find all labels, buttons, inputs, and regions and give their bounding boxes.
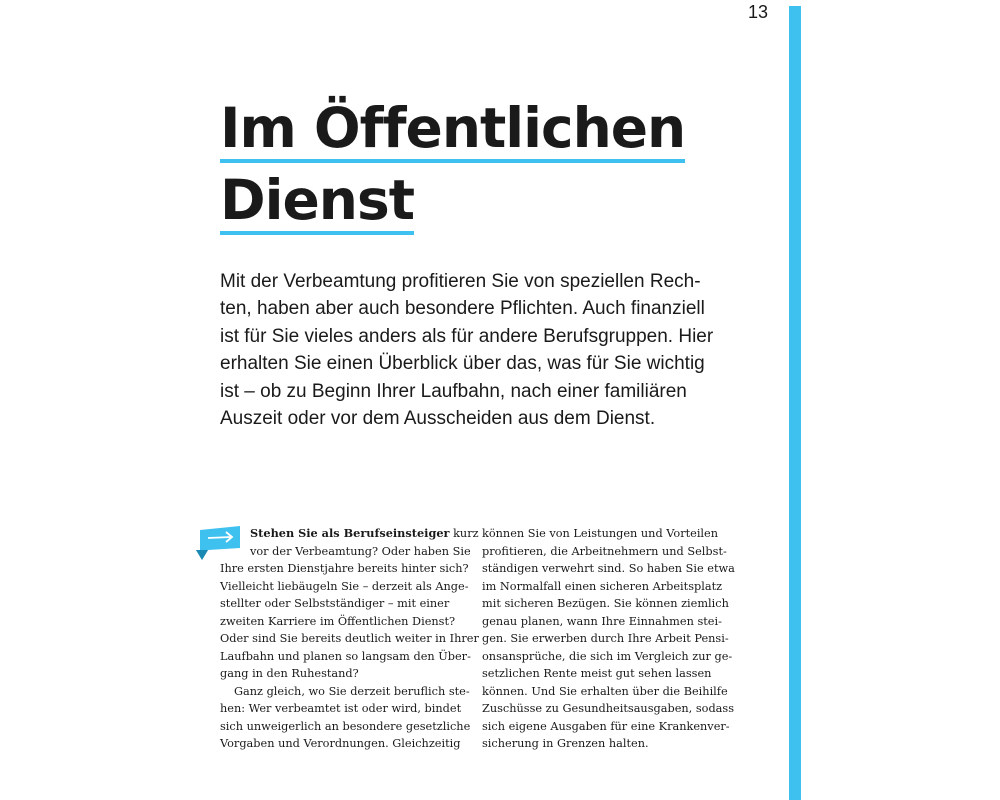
intro-line: erhalten Sie einen Überblick über das, was für Sie wichtig [220, 353, 705, 375]
body-line: stellter oder Selbstständiger – mit einer [220, 597, 450, 610]
body-line: mit sicheren Bezügen. Sie können ziemlich [482, 597, 729, 610]
intro-line: Auszeit oder vor dem Ausscheiden aus dem Dienst. [220, 408, 656, 430]
lead-line [220, 525, 479, 543]
body-line: im Normalfall einen sicheren Arbeitsplatz [482, 579, 723, 593]
intro-paragraph [220, 268, 730, 432]
body-line: Vorgaben und Verordnungen. Gleichzeitig [220, 737, 461, 750]
body-column-right [482, 525, 735, 753]
lead-bold: Stehen Sie als Berufseinsteiger [250, 526, 450, 540]
page-number: 13 [748, 2, 769, 22]
intro-line: ten, haben aber auch besondere Pflichten. Auch finanziell [220, 298, 705, 320]
body-line: Zuschüsse zu Gesundheitsausgaben, sodass [482, 702, 735, 715]
body-line: setzlichen Rente meist gut sehen lassen [482, 667, 712, 680]
body-line: vor der Verbeamtung? Oder haben Sie [250, 544, 471, 558]
intro-line: ist für Sie vieles anders als für andere Berufsgruppen. Hier [220, 325, 714, 347]
body-column-left [220, 525, 479, 753]
body-line: können Sie von Leistungen und Vorteilen [482, 527, 719, 540]
accent-bar [789, 6, 801, 800]
body-line: können. Und Sie erhalten über die Beihilfe [482, 684, 728, 698]
body-line: ständigen verwehrt sind. So haben Sie etwa [482, 562, 735, 575]
intro-line: ist – ob zu Beginn Ihrer Laufbahn, nach einer familiären [220, 380, 687, 402]
body-line: gen. Sie erwerben durch Ihre Arbeit Pensi- [482, 632, 729, 645]
body-line: zweiten Karriere im Öffentlichen Dienst? [220, 614, 456, 628]
page-title-line-1: Im Öffentlichen [220, 98, 685, 163]
body-line: sicherung in Grenzen halten. [482, 737, 649, 750]
body-line: Oder sind Sie bereits deutlich weiter in Ihrer [220, 632, 479, 645]
body-line: profitieren, die Arbeitnehmern und Selbst- [482, 544, 727, 558]
body-line: genau planen, wann Ihre Einnahmen stei- [482, 614, 722, 628]
page-title-line-2: Dienst [220, 170, 414, 235]
body-line: Vielleicht liebäugeln Sie – derzeit als Ange- [220, 579, 469, 593]
body-line: sich eigene Ausgaben für eine Krankenver- [482, 719, 730, 733]
body-line: Ganz gleich, wo Sie derzeit beruflich ste- [234, 684, 470, 698]
body-line: hen: Wer verbeamtet ist oder wird, bindet [220, 702, 462, 715]
body-line: gang in den Ruhestand? [220, 667, 359, 680]
body-line: Ihre ersten Dienstjahre bereits hinter sich? [220, 562, 469, 575]
intro-line: Mit der Verbeamtung profitieren Sie von speziellen Rech- [220, 271, 701, 292]
body-line: Laufbahn und planen so langsam den Über- [220, 649, 471, 663]
body-line: onsansprüche, die sich im Vergleich zur ge- [482, 649, 733, 663]
lead-rest: kurz [449, 527, 479, 540]
body-line: sich unweigerlich an besondere gesetzliche [220, 719, 471, 733]
